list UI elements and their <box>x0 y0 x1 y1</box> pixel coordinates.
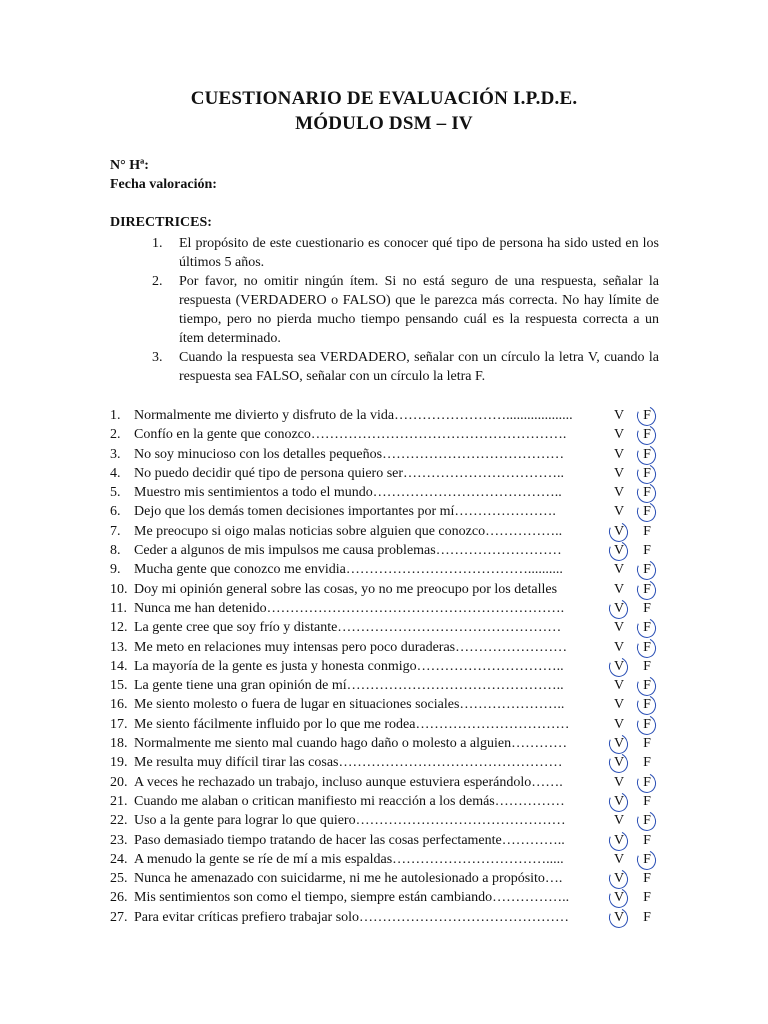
question-number: 23. <box>110 832 128 848</box>
option-false[interactable]: F <box>643 562 651 578</box>
directive-item <box>152 234 659 272</box>
question-number: 16. <box>110 697 128 713</box>
question-number: 8. <box>110 543 121 559</box>
directive-number: 2. <box>152 274 163 289</box>
directive-number: 1. <box>152 236 163 251</box>
question-text: La gente cree que soy frío y distante………………………………………… <box>134 620 562 636</box>
directive-number: 3. <box>152 350 163 365</box>
question-text: Mis sentimientos son como el tiempo, siempre están cambiando…………….. <box>134 890 570 906</box>
directive-text: Cuando la respuesta sea VERDADERO, señalar con un círculo la letra V, cuando la respuesta sea FALSO, señalar con un círculo la letra F. <box>179 350 659 384</box>
question-item <box>110 831 670 850</box>
assessment-date-field: Fecha valoración: <box>110 177 217 192</box>
option-true[interactable]: V <box>613 523 625 539</box>
option-false[interactable]: F <box>643 446 651 462</box>
question-number: 15. <box>110 678 128 694</box>
question-item <box>110 483 670 502</box>
question-number: 7. <box>110 523 121 539</box>
option-false[interactable]: F <box>643 485 651 501</box>
question-item <box>110 599 670 618</box>
question-number: 13. <box>110 639 128 655</box>
question-item <box>110 502 670 521</box>
question-item <box>110 753 670 772</box>
option-true[interactable]: V <box>613 832 625 848</box>
question-text: Normalmente me siento mal cuando hago daño o molesto a alguien………… <box>134 736 568 752</box>
option-true[interactable]: V <box>613 639 625 655</box>
question-number: 11. <box>110 600 127 616</box>
question-list <box>110 406 670 927</box>
option-true[interactable]: V <box>613 851 625 867</box>
option-true[interactable]: V <box>613 581 625 597</box>
option-false[interactable]: F <box>643 890 651 906</box>
question-text: Mucha gente que conozco me envidia………………………………….......... <box>134 562 563 578</box>
option-false[interactable]: F <box>643 408 651 423</box>
question-text: Para evitar críticas prefiero trabajar solo……………………………………… <box>134 909 570 925</box>
option-true[interactable]: V <box>613 446 625 462</box>
question-item <box>110 522 670 541</box>
directives-list <box>152 234 659 386</box>
option-false[interactable]: F <box>643 909 651 925</box>
question-number: 24. <box>110 851 128 867</box>
question-item <box>110 908 670 927</box>
question-number: 10. <box>110 581 128 597</box>
option-false[interactable]: F <box>643 523 651 539</box>
question-number: 3. <box>110 446 121 462</box>
question-number: 20. <box>110 774 128 790</box>
option-true[interactable]: V <box>613 427 625 443</box>
question-item <box>110 580 670 599</box>
option-true[interactable]: V <box>613 600 625 616</box>
option-true[interactable]: V <box>613 909 625 925</box>
question-text: Me siento molesto o fuera de lugar en situaciones sociales………………….. <box>134 697 565 713</box>
question-number: 26. <box>110 890 128 906</box>
option-true[interactable]: V <box>613 485 625 501</box>
question-item <box>110 888 670 907</box>
question-text: Nunca me han detenido………………………………………………………. <box>134 600 565 616</box>
option-true[interactable]: V <box>613 813 625 829</box>
option-false[interactable]: F <box>643 755 651 771</box>
question-text: Doy mi opinión general sobre las cosas, yo no me preocupo por los detalles <box>134 581 558 597</box>
question-item <box>110 850 670 869</box>
document-subtitle: MÓDULO DSM – IV <box>295 113 473 134</box>
option-false[interactable]: F <box>643 678 651 694</box>
question-text: Paso demasiado tiempo tratando de hacer las cosas perfectamente………….. <box>134 832 565 848</box>
directive-text: El propósito de este cuestionario es conocer qué tipo de persona ha sido usted en los últimos 5 años. <box>179 236 659 270</box>
question-text: Me resulta muy difícil tirar las cosas………………………………………… <box>134 755 563 771</box>
directive-item <box>152 348 659 386</box>
option-true[interactable]: V <box>613 890 625 906</box>
question-item <box>110 869 670 888</box>
question-item <box>110 695 670 714</box>
option-false[interactable]: F <box>643 813 651 829</box>
option-true[interactable]: V <box>613 716 625 732</box>
question-number: 14. <box>110 658 128 674</box>
option-true[interactable]: V <box>613 562 625 578</box>
option-true[interactable]: V <box>613 658 625 674</box>
question-text: A veces he rechazado un trabajo, incluso aunque estuviera esperándolo……. <box>134 774 563 790</box>
question-number: 19. <box>110 755 128 771</box>
question-item <box>110 638 670 657</box>
question-number: 25. <box>110 871 128 887</box>
option-true[interactable]: V <box>613 408 625 423</box>
question-number: 2. <box>110 427 121 443</box>
question-text: No soy minucioso con los detalles pequeños………………………………… <box>134 446 565 462</box>
option-false[interactable]: F <box>643 697 651 713</box>
question-item <box>110 406 670 425</box>
question-number: 17. <box>110 716 128 732</box>
question-text: La gente tiene una gran opinión de mí……………………………………….. <box>134 678 564 694</box>
option-false[interactable]: F <box>643 504 651 520</box>
question-number: 6. <box>110 504 121 520</box>
option-true[interactable]: V <box>613 543 625 559</box>
option-true[interactable]: V <box>613 774 625 790</box>
question-number: 12. <box>110 620 128 636</box>
option-false[interactable]: F <box>643 793 651 809</box>
directive-item <box>152 272 659 348</box>
question-text: La mayoría de la gente es justa y honesta conmigo………………………….. <box>134 658 564 674</box>
option-true[interactable]: V <box>613 793 625 809</box>
question-number: 21. <box>110 793 128 809</box>
question-item <box>110 618 670 637</box>
option-true[interactable]: V <box>613 697 625 713</box>
question-item <box>110 560 670 579</box>
question-text: Confío en la gente que conozco………………………………………………. <box>134 427 567 443</box>
option-false[interactable]: F <box>643 871 651 887</box>
option-true[interactable]: V <box>613 871 625 887</box>
question-text: Cuando me alaban o critican manifiesto mi reacción a los demás…………… <box>134 793 565 809</box>
option-false[interactable]: F <box>643 543 651 559</box>
option-false[interactable]: F <box>643 658 651 674</box>
option-true[interactable]: V <box>613 620 625 636</box>
question-text: Nunca he amenazado con suicidarme, ni me he autolesionado a propósito…. <box>134 871 563 887</box>
question-item <box>110 792 670 811</box>
question-number: 5. <box>110 485 121 501</box>
directive-text: Por favor, no omitir ningún ítem. Si no está seguro de una respuesta, señalar la respuesta (VERDADERO o FALSO) que le parezca más correcta. No hay límite de tiempo, pero no pierda mucho tiempo pensando cuál es la respuesta correcta a un ítem determinado. <box>179 274 659 346</box>
question-item <box>110 715 670 734</box>
question-text: Muestro mis sentimientos a todo el mundo………………………………….. <box>134 485 562 501</box>
directives-heading: DIRECTRICES: <box>110 215 212 230</box>
question-number: 4. <box>110 465 121 481</box>
question-item <box>110 657 670 676</box>
question-text: Normalmente me divierto y disfruto de la vida……………………................... <box>134 408 573 423</box>
option-false[interactable]: F <box>643 736 651 752</box>
option-false[interactable]: F <box>643 427 651 443</box>
question-text: No puedo decidir qué tipo de persona quiero ser…………………………….. <box>134 465 565 481</box>
question-item <box>110 811 670 830</box>
question-text: Uso a la gente para lograr lo que quiero……………………………………… <box>134 813 566 829</box>
option-false[interactable]: F <box>643 581 651 597</box>
option-true[interactable]: V <box>613 465 625 481</box>
option-false[interactable]: F <box>643 832 651 848</box>
question-number: 9. <box>110 562 121 578</box>
question-item <box>110 445 670 464</box>
question-text: Ceder a algunos de mis impulsos me causa problemas……………………… <box>134 543 562 559</box>
option-false[interactable]: F <box>643 600 651 616</box>
question-text: Me siento fácilmente influido por lo que me rodea…………………………… <box>134 716 570 732</box>
option-true[interactable]: V <box>613 755 625 771</box>
option-false[interactable]: F <box>643 465 651 481</box>
question-number: 22. <box>110 813 128 829</box>
question-text: Me preocupo si oigo malas noticias sobre alguien que conozco…………….. <box>134 523 563 539</box>
document-title: CUESTIONARIO DE EVALUACIÓN I.P.D.E. <box>190 88 578 109</box>
question-item <box>110 773 670 792</box>
question-item <box>110 425 670 444</box>
option-true[interactable]: V <box>613 504 625 520</box>
question-text: Me meto en relaciones muy intensas pero poco duraderas…………………… <box>134 639 568 655</box>
option-true[interactable]: V <box>613 736 625 752</box>
question-item <box>110 541 670 560</box>
option-false[interactable]: F <box>643 851 651 867</box>
question-item <box>110 734 670 753</box>
question-number: 18. <box>110 736 128 752</box>
question-item <box>110 464 670 483</box>
history-number-field: N° Hª: <box>110 158 149 173</box>
question-text: Dejo que los demás tomen decisiones importantes por mí…………………. <box>134 504 556 520</box>
option-false[interactable]: F <box>643 620 651 636</box>
option-false[interactable]: F <box>643 716 651 732</box>
question-text: A menudo la gente se ríe de mí a mis espaldas……………………………..... <box>134 851 564 867</box>
question-number: 1. <box>110 408 121 423</box>
option-true[interactable]: V <box>613 678 625 694</box>
option-false[interactable]: F <box>643 639 651 655</box>
question-item <box>110 676 670 695</box>
option-false[interactable]: F <box>643 774 651 790</box>
question-number: 27. <box>110 909 128 925</box>
